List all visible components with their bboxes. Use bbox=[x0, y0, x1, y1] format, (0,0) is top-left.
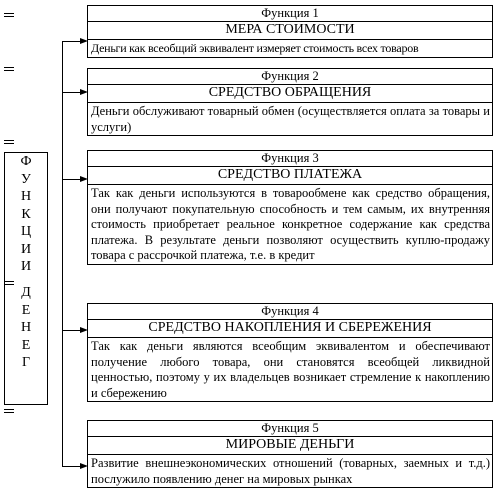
function-name: СРЕДСТВО ОБРАЩЕНИЯ bbox=[88, 85, 492, 103]
side-label-letter: Е bbox=[21, 302, 31, 318]
side-label-letter: Г bbox=[21, 355, 31, 370]
tick-mark bbox=[4, 412, 14, 415]
function-description: Развитие внешнеэкономических отношений (товарных, заемных и т.д.) послужило появлению денег на мировых рынках bbox=[91, 456, 490, 486]
function-number: Функция 5 bbox=[88, 421, 492, 437]
side-label-letter: Н bbox=[20, 320, 32, 335]
function-box-2 bbox=[87, 68, 493, 136]
function-name: МЕРА СТОИМОСТИ bbox=[88, 22, 492, 40]
tick-mark bbox=[4, 16, 14, 19]
tick-mark bbox=[4, 284, 14, 287]
side-label-letter: Ц bbox=[20, 224, 32, 239]
side-label-letter: Д bbox=[21, 285, 31, 300]
side-label-letter: Е bbox=[21, 337, 31, 353]
function-number: Функция 4 bbox=[88, 304, 492, 320]
side-label-letter: Н bbox=[20, 189, 32, 204]
function-number: Функция 3 bbox=[88, 151, 492, 167]
side-label-letter: И bbox=[20, 241, 32, 257]
side-label-letter: Ф bbox=[20, 154, 32, 169]
connector-1 bbox=[62, 41, 82, 42]
function-name: СРЕДСТВО НАКОПЛЕНИЯ И СБЕРЕЖЕНИЯ bbox=[88, 320, 492, 338]
function-description: Деньги обслуживают товарный обмен (осуществляется оплата за товары и услуги) bbox=[91, 104, 490, 134]
side-label-letter: К bbox=[21, 206, 31, 222]
tick-mark bbox=[4, 70, 14, 73]
function-description: Так как деньги являются всеобщим эквивалентом и обеспечивают получение любого товара, они становятся всеобщей ликвидной ценностью, поэтому у их владельцев возникает стремление к накоплению и сбережению bbox=[91, 339, 490, 400]
function-box-5 bbox=[87, 420, 493, 488]
function-name: СРЕДСТВО ПЛАТЕЖА bbox=[88, 167, 492, 185]
function-number: Функция 1 bbox=[88, 6, 492, 22]
function-description: Деньги как всеобщий эквивалент измеряет стоимость всех товаров bbox=[91, 41, 419, 55]
connector-2 bbox=[62, 92, 82, 93]
functions-of-money-label bbox=[4, 152, 48, 405]
side-label-letter: У bbox=[21, 171, 31, 187]
function-box-3 bbox=[87, 150, 493, 265]
connector-3 bbox=[62, 179, 82, 180]
function-box-4 bbox=[87, 303, 493, 402]
function-name: МИРОВЫЕ ДЕНЬГИ bbox=[88, 437, 492, 455]
side-label-letter: И bbox=[20, 259, 32, 274]
connector-5 bbox=[62, 466, 82, 467]
function-description: Так как деньги используются в товарообмене как средство обращения, они получают покупательную способность и тем самым, их внутренняя стоимость приобретает реальное конкретное содержание как средства платежа. В результате деньги позволяют осуществить куплю-продажу товара с рассрочкой платежа, т.е. в кредит bbox=[91, 186, 490, 262]
tick-mark bbox=[4, 143, 14, 146]
function-box-1 bbox=[87, 5, 493, 58]
connector-4 bbox=[62, 330, 82, 331]
function-number: Функция 2 bbox=[88, 69, 492, 85]
side-label-word-2 bbox=[5, 284, 47, 372]
connector-trunk bbox=[62, 41, 63, 466]
side-label-word-1 bbox=[5, 153, 47, 276]
